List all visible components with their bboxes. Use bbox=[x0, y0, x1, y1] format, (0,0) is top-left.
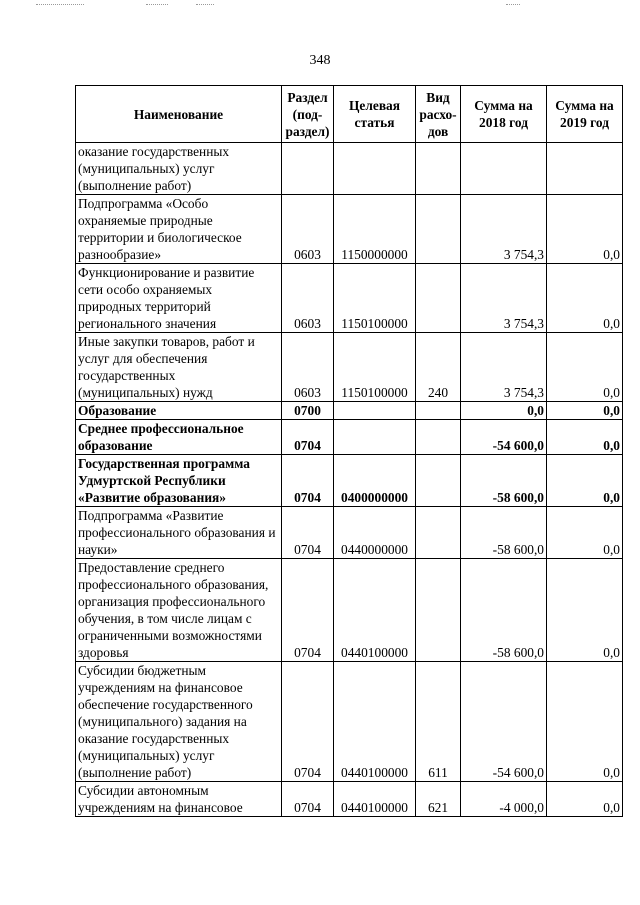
row-type: 240 bbox=[416, 333, 461, 402]
row-target: 0440100000 bbox=[334, 559, 416, 662]
row-sum-2018: 0,0 bbox=[461, 402, 547, 420]
row-sum-2018 bbox=[461, 143, 547, 195]
row-target: 0440100000 bbox=[334, 662, 416, 782]
row-type: 621 bbox=[416, 782, 461, 817]
row-target: 1150000000 bbox=[334, 195, 416, 264]
header-expense-type: Вид расхо-дов bbox=[416, 86, 461, 143]
row-sum-2018: -58 600,0 bbox=[461, 455, 547, 507]
row-name: Предоставление среднего профессионального образования, организация профессионального обучения, в том числе лицам с ограниченными возможностями здоровья bbox=[76, 559, 282, 662]
row-target: 1150100000 bbox=[334, 264, 416, 333]
table-row bbox=[76, 420, 623, 455]
row-type bbox=[416, 195, 461, 264]
row-type bbox=[416, 143, 461, 195]
row-sum-2019: 0,0 bbox=[547, 662, 623, 782]
header-section: Раздел (под-раздел) bbox=[282, 86, 334, 143]
page-number: 348 bbox=[309, 53, 331, 68]
row-section: 0704 bbox=[282, 455, 334, 507]
header-sum-2019: Сумма на 2019 год bbox=[547, 86, 623, 143]
row-target bbox=[334, 420, 416, 455]
row-name: Подпрограмма «Развитие профессионального образования и науки» bbox=[76, 507, 282, 559]
row-sum-2018: 3 754,3 bbox=[461, 264, 547, 333]
row-sum-2018: 3 754,3 bbox=[461, 195, 547, 264]
table-row bbox=[76, 195, 623, 264]
row-target: 0440100000 bbox=[334, 782, 416, 817]
table-row bbox=[76, 782, 623, 817]
row-type: 611 bbox=[416, 662, 461, 782]
row-section: 0603 bbox=[282, 333, 334, 402]
row-type bbox=[416, 559, 461, 662]
header-sum-2018: Сумма на 2018 год bbox=[461, 86, 547, 143]
row-section: 0700 bbox=[282, 402, 334, 420]
row-target: 1150100000 bbox=[334, 333, 416, 402]
row-sum-2018: -58 600,0 bbox=[461, 559, 547, 662]
row-name: Субсидии автономным учреждениям на финансовое bbox=[76, 782, 282, 817]
table-row bbox=[76, 143, 623, 195]
table-row bbox=[76, 402, 623, 420]
row-sum-2018: -4 000,0 bbox=[461, 782, 547, 817]
row-type bbox=[416, 264, 461, 333]
row-section bbox=[282, 143, 334, 195]
row-type bbox=[416, 420, 461, 455]
budget-table bbox=[75, 85, 623, 817]
row-type bbox=[416, 455, 461, 507]
row-sum-2018: -58 600,0 bbox=[461, 507, 547, 559]
row-sum-2019: 0,0 bbox=[547, 507, 623, 559]
table-row bbox=[76, 559, 623, 662]
row-name: Иные закупки товаров, работ и услуг для обеспечения государственных (муниципальных) нужд bbox=[76, 333, 282, 402]
row-sum-2019: 0,0 bbox=[547, 402, 623, 420]
row-sum-2019: 0,0 bbox=[547, 264, 623, 333]
row-sum-2019 bbox=[547, 143, 623, 195]
row-sum-2019: 0,0 bbox=[547, 333, 623, 402]
row-target: 0440000000 bbox=[334, 507, 416, 559]
row-section: 0603 bbox=[282, 195, 334, 264]
row-name: Среднее профессиональное образование bbox=[76, 420, 282, 455]
row-section: 0704 bbox=[282, 662, 334, 782]
table-row bbox=[76, 455, 623, 507]
row-section: 0704 bbox=[282, 507, 334, 559]
row-name: Субсидии бюджетным учреждениям на финансовое обеспечение государственного (муниципального) задания на оказание государственных (муниципальных) услуг (выполнение работ) bbox=[76, 662, 282, 782]
row-sum-2019: 0,0 bbox=[547, 195, 623, 264]
header-target: Целевая статья bbox=[334, 86, 416, 143]
row-name: Государственная программа Удмуртской Республики «Развитие образования» bbox=[76, 455, 282, 507]
table-row bbox=[76, 507, 623, 559]
row-type bbox=[416, 402, 461, 420]
row-name: Функционирование и развитие сети особо охраняемых природных территорий регионального значения bbox=[76, 264, 282, 333]
table-row bbox=[76, 264, 623, 333]
row-sum-2018: 3 754,3 bbox=[461, 333, 547, 402]
row-sum-2018: -54 600,0 bbox=[461, 420, 547, 455]
table-header-row bbox=[76, 86, 623, 143]
row-target bbox=[334, 402, 416, 420]
row-sum-2019: 0,0 bbox=[547, 455, 623, 507]
row-target: 0400000000 bbox=[334, 455, 416, 507]
row-sum-2019: 0,0 bbox=[547, 420, 623, 455]
row-name: оказание государственных (муниципальных) услуг (выполнение работ) bbox=[76, 143, 282, 195]
row-section: 0704 bbox=[282, 420, 334, 455]
table-row bbox=[76, 662, 623, 782]
row-sum-2019: 0,0 bbox=[547, 782, 623, 817]
row-name: Образование bbox=[76, 402, 282, 420]
header-name: Наименование bbox=[76, 86, 282, 143]
row-section: 0704 bbox=[282, 782, 334, 817]
row-section: 0704 bbox=[282, 559, 334, 662]
row-type bbox=[416, 507, 461, 559]
scan-artifact-marks bbox=[36, 4, 556, 8]
row-section: 0603 bbox=[282, 264, 334, 333]
row-name: Подпрограмма «Особо охраняемые природные территории и биологическое разнообразие» bbox=[76, 195, 282, 264]
row-sum-2018: -54 600,0 bbox=[461, 662, 547, 782]
row-sum-2019: 0,0 bbox=[547, 559, 623, 662]
table-row bbox=[76, 333, 623, 402]
row-target bbox=[334, 143, 416, 195]
